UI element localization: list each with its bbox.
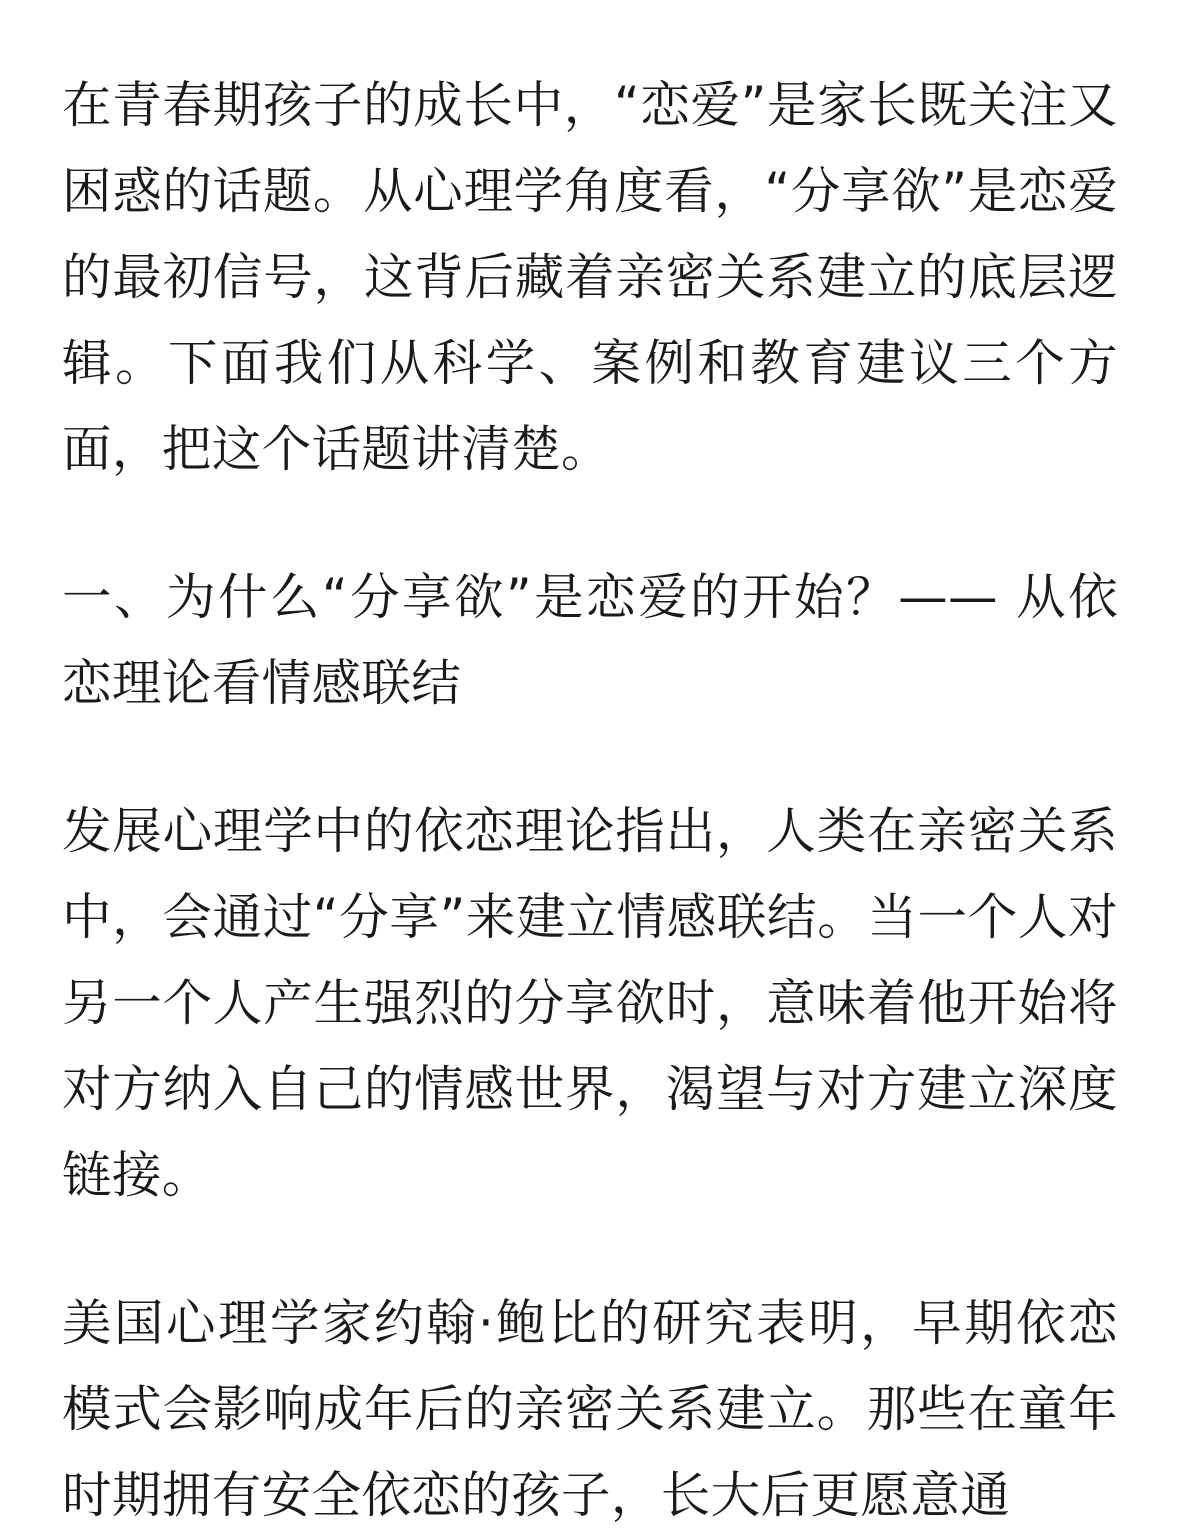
body-paragraph: 美国心理学家约翰·鲍比的研究表明，早期依恋模式会影响成年后的亲密关系建立。那些在童年时期拥有安全依恋的孩子，长大后更愿意通 [62,1294,1118,1524]
body-paragraph: 发展心理学中的依恋理论指出，人类在亲密关系中，会通过“分享”来建立情感联结。当一个人对另一个人产生强烈的分享欲时，意味着他开始将对方纳入自己的情感世界，渴望与对方建立深度链接。 [62,802,1118,1204]
article-body [62,62,1118,1538]
section-heading: 一、为什么“分享欲”是恋爱的开始？—— 从依恋理论看情感联结 [62,568,1118,712]
intro-paragraph: 在青春期孩子的成长中，“恋爱”是家长既关注又困惑的话题。从心理学角度看，“分享欲”是恋爱的最初信号，这背后藏着亲密关系建立的底层逻辑。下面我们从科学、案例和教育建议三个方面，把这个话题讲清楚。 [62,76,1118,478]
